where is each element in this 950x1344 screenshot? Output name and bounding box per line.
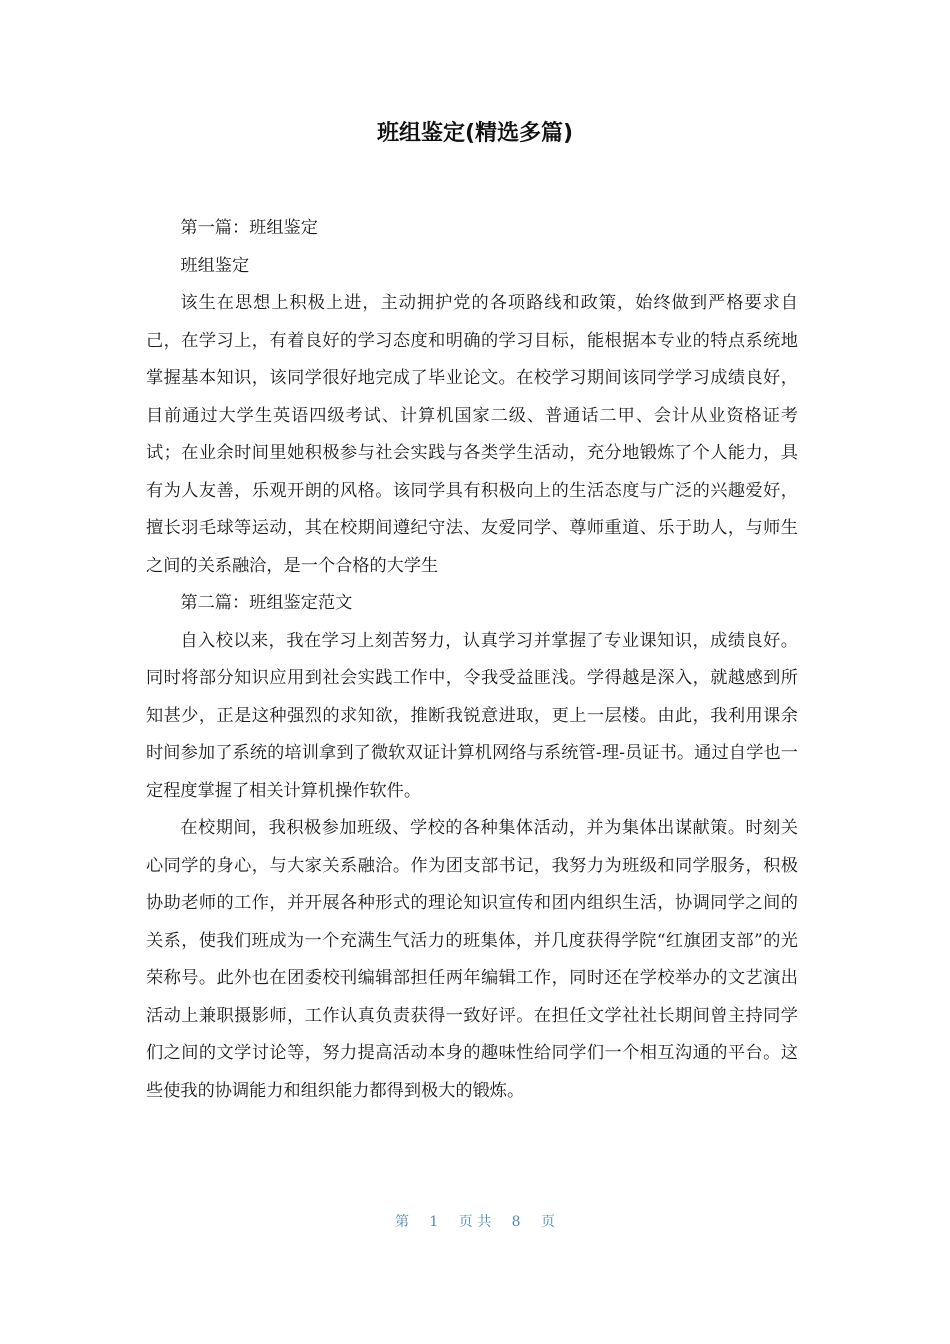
body-paragraph: 自入校以来，我在学习上刻苦努力，认真学习并掌握了专业课知识，成绩良好。同时将部分知识应用到社会实践工作中，令我受益匪浅。学得越是深入，就越感到所知甚少，正是这种强烈的求知欲，推断我锐意进取，更上一层楼。由此，我利用课余时间参加了系统的培训拿到了微软双证计算机网络与系统管-理-员证书。通过自学也一定程度掌握了相关计算机操作软件。 (146, 630, 798, 801)
document-title: 班组鉴定(精选多篇) (376, 121, 574, 146)
body-paragraph: 在校期间，我积极参加班级、学校的各种集体活动，并为集体出谋献策。时刻关心同学的身心，与大家关系融洽。作为团支部书记，我努力为班级和同学服务，积极协助老师的工作，并开展各种形式的理论知识宣传和团内组织生活，协调同学之间的关系，使我们班成为一个充满生气活力的班集体，并几度获得学院“红旗团支部”的光荣称号。此外也在团委校刊编辑部担任两年编辑工作，同时还在学校举办的文艺演出活动上兼职摄影师，工作认真负责获得一致好评。在担任文学社社长期间曾主持同学们之间的文学讨论等，努力提高活动本身的趣味性给同学们一个相互沟通的平台。这些使我的协调能力和组织能力都得到极大的锻炼。 (146, 818, 798, 1101)
page-footer (0, 1211, 950, 1231)
current-page-number: 1 (429, 1214, 439, 1230)
section-heading-2: 第二篇：班组鉴定范文 (180, 593, 353, 613)
total-pages-number: 8 (511, 1214, 521, 1230)
body-paragraph: 该生在思想上积极上进，主动拥护党的各项路线和政策，始终做到严格要求自己，在学习上，有着良好的学习态度和明确的学习目标，能根据本专业的特点系统地掌握基本知识，该同学很好地完成了毕业论文。在校学习期间该同学学习成绩良好，目前通过大学生英语四级考试、计算机国家二级、普通话二甲、会计从业资格证考试；在业余时间里她积极参与社会实践与各类学生活动，充分地锻炼了个人能力，具有为人友善，乐观开朗的风格。该同学具有积极向上的生活态度与广泛的兴趣爱好，擅长羽毛球等运动，其在校期间遵纪守法、友爱同学、尊师重道、乐于助人，与师生之间的关系融洽，是一个合格的大学生 (146, 293, 798, 576)
page-label-middle: 页 共 (458, 1214, 492, 1230)
page-label-suffix: 页 (541, 1214, 556, 1230)
section-heading-1: 第一篇：班组鉴定 (180, 218, 318, 238)
page-label-prefix: 第 (394, 1214, 409, 1230)
document-body (146, 210, 798, 1110)
section-subheading-1: 班组鉴定 (180, 255, 250, 276)
